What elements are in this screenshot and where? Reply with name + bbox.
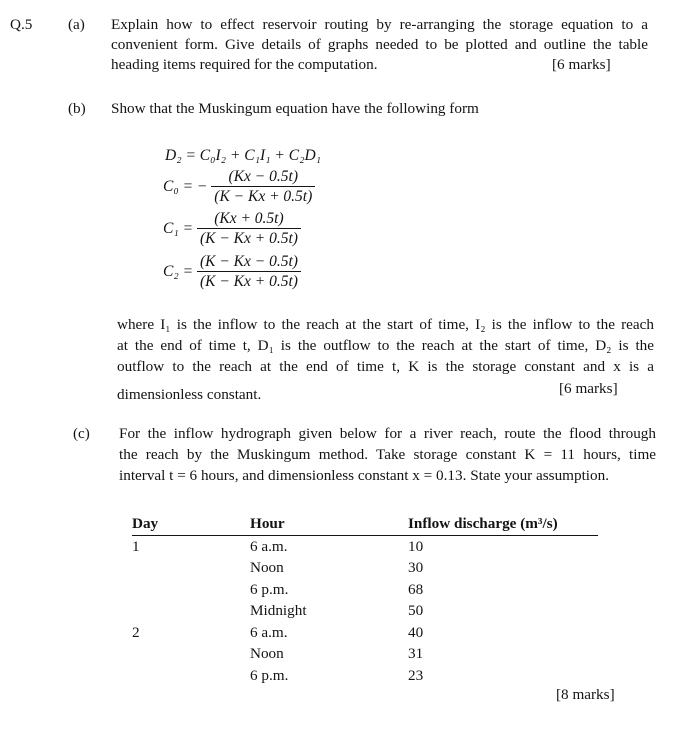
table-row [132, 558, 598, 580]
c2-numerator: (K − Kx − 0.5t) [197, 252, 301, 272]
header-day: Day [132, 515, 159, 532]
part-c-label: (c) [73, 425, 90, 442]
cell-inflow: 50 [408, 602, 424, 620]
table-row [132, 601, 598, 623]
part-b-where-3: outflow to the reach at the end of time t, K is the storage constant and x is a [117, 358, 654, 375]
c2-fraction [197, 252, 301, 291]
table-row [132, 579, 598, 601]
table-row [132, 536, 598, 558]
c2-lhs: C₂ = [163, 262, 194, 280]
part-c-line-1: For the inflow hydrograph given below for a river reach, route the flood through [119, 425, 656, 442]
part-a-line-3: heading items required for the computation. [111, 56, 378, 73]
cell-day [132, 558, 250, 580]
c0-numerator: (Kx − 0.5t) [211, 167, 315, 187]
cell-hour: 6 p.m. [250, 666, 289, 684]
cell-inflow: 10 [408, 537, 424, 555]
c1-fraction [197, 209, 301, 248]
part-b-where-2: at the end of time t, D₁ is the outflow to the reach at the start of time, D₂ is the [117, 337, 654, 354]
cell-inflow: 30 [408, 559, 424, 577]
table-row [132, 622, 598, 644]
cell-hour: Noon [250, 559, 284, 577]
c1-numerator: (Kx + 0.5t) [197, 209, 301, 229]
part-b-marks: [6 marks] [559, 380, 618, 397]
part-c-marks: [8 marks] [556, 686, 615, 703]
cell-day [132, 579, 250, 601]
part-b-intro: Show that the Muskingum equation have the following form [111, 100, 479, 117]
header-inflow: Inflow discharge (m³/s) [408, 515, 558, 532]
table-row [132, 665, 598, 687]
cell-hour: 6 p.m. [250, 580, 289, 598]
cell-day [132, 665, 250, 687]
question-number: Q.5 [10, 16, 33, 33]
c0-denominator: (K − Kx + 0.5t) [214, 188, 313, 205]
table-row [132, 644, 598, 666]
part-b-label: (b) [68, 100, 86, 117]
c2-denominator: (K − Kx + 0.5t) [199, 273, 298, 290]
cell-day [132, 601, 250, 623]
cell-inflow: 31 [408, 645, 424, 663]
cell-hour: 6 a.m. [250, 623, 288, 641]
part-b-where-4: dimensionless constant. [117, 386, 262, 403]
cell-hour: Midnight [250, 602, 307, 620]
table-header-row [132, 512, 598, 536]
c0-fraction [211, 167, 315, 206]
part-c-line-2: the reach by the Muskingum method. Take storage constant K = 11 hours, time [119, 446, 656, 463]
part-b-where-1: where I₁ is the inflow to the reach at the start of time, I₂ is the inflow to the reach [117, 316, 654, 333]
part-a-marks: [6 marks] [552, 56, 611, 73]
cell-inflow: 68 [408, 580, 424, 598]
part-a-label: (a) [68, 16, 85, 33]
cell-inflow: 40 [408, 623, 424, 641]
cell-day: 2 [132, 623, 140, 641]
cell-hour: Noon [250, 645, 284, 663]
c0-equation [163, 167, 315, 206]
inflow-hydrograph-table [132, 512, 598, 687]
header-hour: Hour [250, 515, 285, 532]
c1-denominator: (K − Kx + 0.5t) [199, 230, 298, 247]
part-a-line-2: convenient form. Give details of graphs needed to be plotted and outline the table [111, 36, 648, 53]
part-a-line-1: Explain how to effect reservoir routing by re-arranging the storage equation to a [111, 16, 648, 33]
part-c-line-3: interval t = 6 hours, and dimensionless constant x = 0.13. State your assumption. [119, 467, 609, 484]
cell-inflow: 23 [408, 666, 424, 684]
c1-equation [163, 209, 301, 248]
c2-equation [163, 252, 301, 291]
cell-day: 1 [132, 537, 140, 555]
cell-hour: 6 a.m. [250, 537, 288, 555]
muskingum-equation: D₂ = C₀I₂ + C₁I₁ + C₂D₁ [165, 147, 322, 164]
cell-day [132, 644, 250, 666]
table-header-rule [132, 535, 598, 536]
c1-lhs: C₁ = [163, 219, 194, 237]
c0-lhs: C₀ = − [163, 177, 208, 195]
